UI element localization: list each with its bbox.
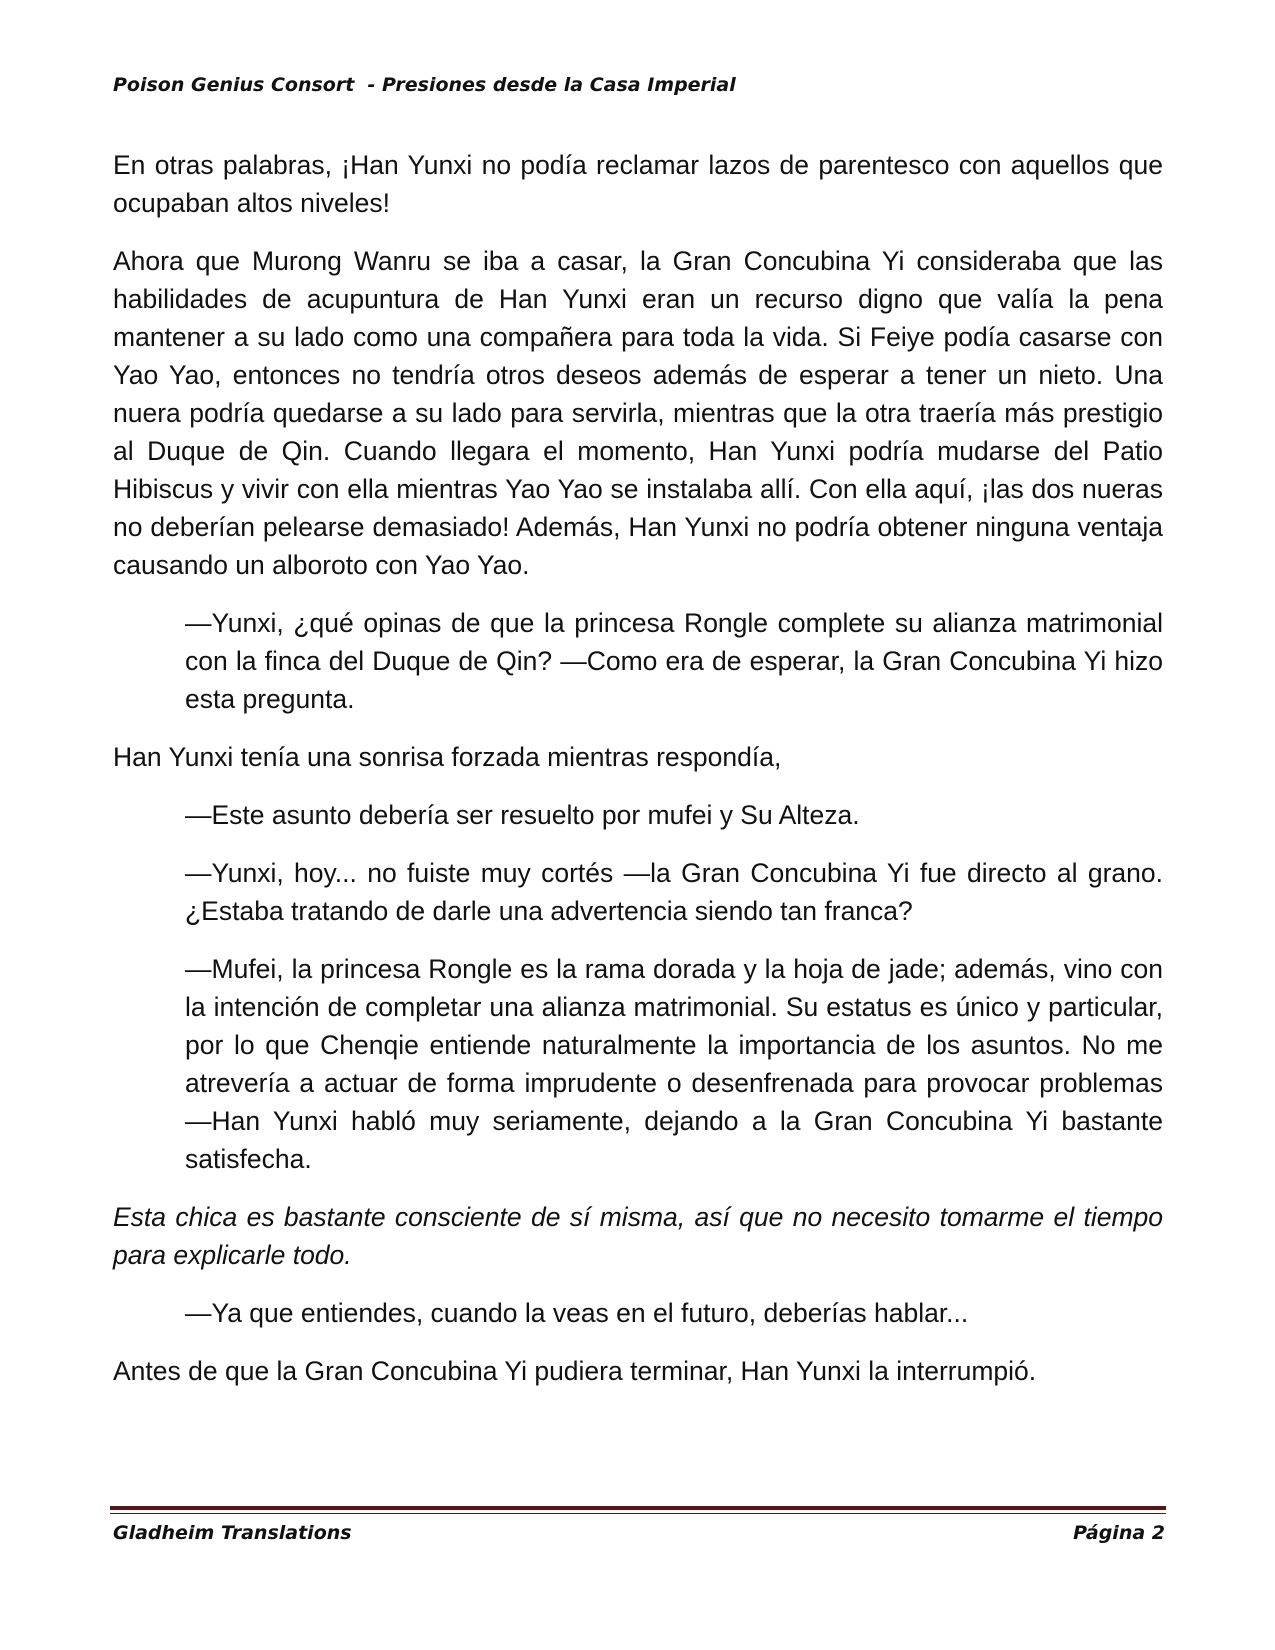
dialogue-paragraph: —Este asunto debería ser resuelto por mufei y Su Alteza. bbox=[185, 800, 860, 830]
dialogue-paragraph: —Yunxi, ¿qué opinas de que la princesa Rongle complete su alianza matrimonial con la finca del Duque de Qin? —Como era de esperar, la Gran Concubina Yi hizo esta pregunta. bbox=[185, 608, 1163, 714]
document-body bbox=[113, 146, 1163, 1410]
dialogue-paragraph: —Mufei, la princesa Rongle es la rama dorada y la hoja de jade; además, vino con la intención de completar una alianza matrimonial. Su estatus es único y particular, por lo que Chenqie entiende naturalmente la importancia de los asuntos. No me atrevería a actuar de forma imprudente o desenfrenada para provocar problemas —Han Yunxi habló muy seriamente, dejando a la Gran Concubina Yi bastante satisfecha. bbox=[185, 954, 1163, 1174]
paragraph: En otras palabras, ¡Han Yunxi no podía reclamar lazos de parentesco con aquellos que ocupaban altos niveles! bbox=[113, 150, 1163, 218]
footer-rule-thin bbox=[110, 1513, 1166, 1514]
paragraph: Ahora que Murong Wanru se iba a casar, la Gran Concubina Yi consideraba que las habilidades de acupuntura de Han Yunxi eran un recurso digno que valía la pena mantener a su lado como una compañera para toda la vida. Si Feiye podía casarse con Yao Yao, entonces no tendría otros deseos además de esperar a tener un nieto. Una nuera podría quedarse a su lado para servirla, mientras que la otra traería más prestigio al Duque de Qin. Cuando llegara el momento, Han Yunxi podría mudarse del Patio Hibiscus y vivir con ella mientras Yao Yao se instalaba allí. Con ella aquí, ¡las dos nueras no deberían pelearse demasiado! Además, Han Yunxi no podría obtener ninguna ventaja causando un alboroto con Yao Yao. bbox=[113, 246, 1163, 580]
footer-page-number: Página 2 bbox=[1073, 1522, 1165, 1544]
footer-rule-thick bbox=[110, 1506, 1166, 1510]
dialogue-paragraph: —Yunxi, hoy... no fuiste muy cortés —la Gran Concubina Yi fue directo al grano. ¿Estaba tratando de darle una advertencia siendo tan franca? bbox=[185, 858, 1163, 926]
paragraph: Antes de que la Gran Concubina Yi pudiera terminar, Han Yunxi la interrumpió. bbox=[113, 1356, 1037, 1386]
running-header: Poison Genius Consort - Presiones desde la Casa Imperial bbox=[113, 74, 736, 96]
thought-paragraph: Esta chica es bastante consciente de sí misma, así que no necesito tomarme el tiempo para explicarle todo. bbox=[113, 1202, 1163, 1270]
dialogue-paragraph: —Ya que entiendes, cuando la veas en el futuro, deberías hablar... bbox=[185, 1298, 969, 1328]
footer-translator: Gladheim Translations bbox=[113, 1522, 352, 1544]
paragraph: Han Yunxi tenía una sonrisa forzada mientras respondía, bbox=[113, 742, 782, 772]
